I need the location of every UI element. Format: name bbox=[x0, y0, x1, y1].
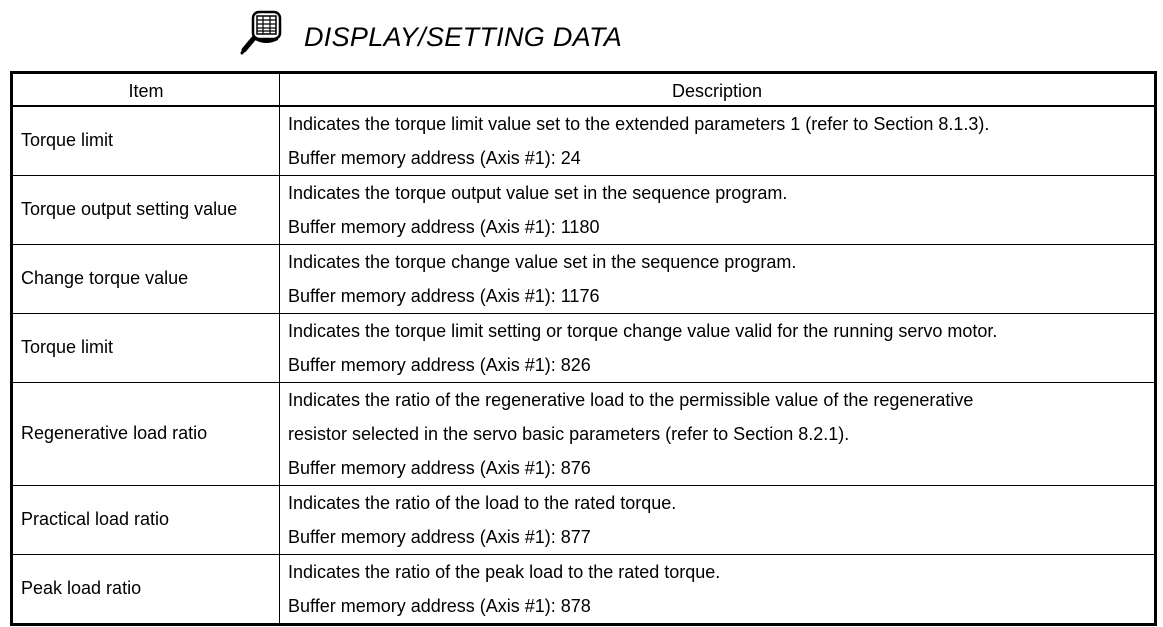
column-header-description: Description bbox=[280, 73, 1156, 106]
page-title: DISPLAY/SETTING DATA bbox=[304, 21, 623, 52]
table-row bbox=[12, 485, 1156, 554]
item-cell: Torque limit bbox=[12, 313, 280, 382]
description-line: Indicates the ratio of the regenerative load to the permissible value of the regenerative bbox=[288, 389, 974, 410]
description-cell bbox=[280, 175, 1156, 244]
item-cell: Change torque value bbox=[12, 244, 280, 313]
buffer-address-line: Buffer memory address (Axis #1): 1176 bbox=[288, 285, 600, 306]
display-setting-data-table bbox=[10, 71, 1157, 626]
table-row bbox=[12, 554, 1156, 624]
description-line: Indicates the ratio of the load to the rated torque. bbox=[288, 492, 677, 513]
table-row bbox=[12, 175, 1156, 244]
description-line: Indicates the torque limit value set to the extended parameters 1 (refer to Section 8.1.3). bbox=[288, 113, 990, 134]
buffer-address-line: Buffer memory address (Axis #1): 876 bbox=[288, 457, 591, 478]
buffer-address-line: Buffer memory address (Axis #1): 1180 bbox=[288, 216, 600, 237]
description-line: Indicates the ratio of the peak load to the rated torque. bbox=[288, 561, 721, 582]
magnifier-display-icon bbox=[240, 10, 284, 56]
description-cell bbox=[280, 382, 1156, 485]
description-cell bbox=[280, 313, 1156, 382]
item-cell: Peak load ratio bbox=[12, 554, 280, 624]
buffer-address-line: Buffer memory address (Axis #1): 826 bbox=[288, 354, 591, 375]
item-cell: Regenerative load ratio bbox=[12, 382, 280, 485]
description-line: Indicates the torque change value set in the sequence program. bbox=[288, 251, 797, 272]
description-cell bbox=[280, 554, 1156, 624]
column-header-item: Item bbox=[12, 73, 280, 106]
buffer-address-line: Buffer memory address (Axis #1): 24 bbox=[288, 147, 581, 168]
description-line: resistor selected in the servo basic parameters (refer to Section 8.2.1). bbox=[288, 423, 850, 444]
table-row bbox=[12, 313, 1156, 382]
table-row bbox=[12, 106, 1156, 176]
description-line: Indicates the torque output value set in the sequence program. bbox=[288, 182, 788, 203]
table-row bbox=[12, 382, 1156, 485]
description-cell bbox=[280, 485, 1156, 554]
buffer-address-line: Buffer memory address (Axis #1): 878 bbox=[288, 595, 591, 616]
buffer-address-line: Buffer memory address (Axis #1): 877 bbox=[288, 526, 591, 547]
item-cell: Practical load ratio bbox=[12, 485, 280, 554]
description-line: Indicates the torque limit setting or torque change value valid for the running servo motor. bbox=[288, 320, 998, 341]
description-cell bbox=[280, 244, 1156, 313]
table-row bbox=[12, 244, 1156, 313]
description-cell bbox=[280, 106, 1156, 176]
item-cell: Torque output setting value bbox=[12, 175, 280, 244]
section-heading bbox=[240, 8, 622, 58]
table-header-row bbox=[12, 73, 1156, 106]
item-cell: Torque limit bbox=[12, 106, 280, 176]
